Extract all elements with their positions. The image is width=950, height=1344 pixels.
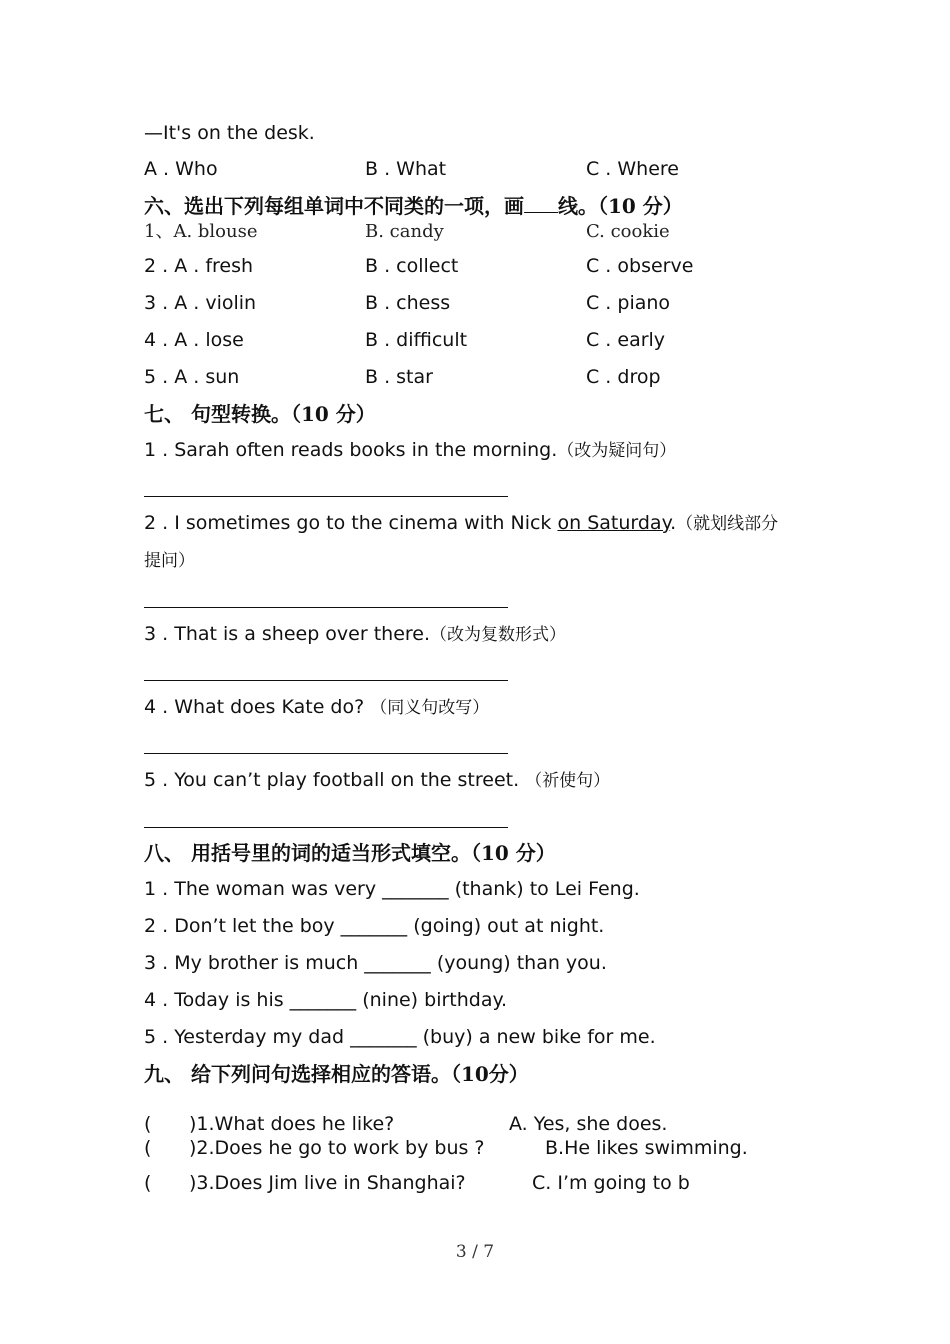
match-question: )1.What does he like? xyxy=(189,1113,395,1135)
fill-blank-item: 4 . Today is his _______ (nine) birthday. xyxy=(144,989,508,1011)
word-option: C . early xyxy=(586,329,666,351)
underline-gap xyxy=(524,194,558,213)
match-blank[interactable]: ( xyxy=(144,1137,152,1159)
word-option: B . star xyxy=(365,366,433,388)
question-tail: . xyxy=(670,512,677,534)
word-option: 1、A. blouse xyxy=(144,221,258,242)
section6-title xyxy=(144,194,683,218)
match-answer: A. Yes, she does. xyxy=(509,1113,668,1135)
section8-title: 八、 用括号里的词的适当形式填空。（10 分） xyxy=(144,841,556,865)
match-question: )3.Does Jim live in Shanghai? xyxy=(189,1172,466,1194)
answer-line-2[interactable] xyxy=(144,607,508,608)
question-note-cont: 提问） xyxy=(144,551,195,571)
word-option: C . observe xyxy=(586,255,694,277)
match-question: )2.Does he go to work by bus ? xyxy=(189,1137,485,1159)
option-c: C . Where xyxy=(586,158,679,180)
match-answer: B.He likes swimming. xyxy=(545,1137,748,1159)
fill-blank-item: 2 . Don’t let the boy _______ (going) out at night. xyxy=(144,915,605,937)
question-note: （同义句改写） xyxy=(370,698,490,718)
answer-line: —It's on the desk. xyxy=(144,122,315,144)
transform-question-1 xyxy=(144,438,676,463)
question-note: （祈使句） xyxy=(525,771,611,791)
fill-blank-item: 1 . The woman was very _______ (thank) to Lei Feng. xyxy=(144,878,640,900)
question-text: 1 . Sarah often reads books in the morning. xyxy=(144,439,558,461)
answer-line-1[interactable] xyxy=(144,496,508,497)
section6-title-a: 六、选出下列每组单词中不同类的一项，画 xyxy=(144,194,524,218)
option-a: A . Who xyxy=(144,158,218,180)
page-number: 3 / 7 xyxy=(455,1242,495,1262)
word-option: 4 . A . lose xyxy=(144,329,244,351)
word-option: 3 . A . violin xyxy=(144,292,257,314)
word-option: C . drop xyxy=(586,366,661,388)
transform-question-3 xyxy=(144,622,566,647)
fill-blank-item: 3 . My brother is much _______ (young) than you. xyxy=(144,952,607,974)
section7-title: 七、 句型转换。（10 分） xyxy=(144,402,376,426)
transform-question-5 xyxy=(144,768,610,793)
transform-question-2 xyxy=(144,511,778,536)
fill-blank-item: 5 . Yesterday my dad _______ (buy) a new bike for me. xyxy=(144,1026,656,1048)
underlined-phrase: on Saturday xyxy=(557,512,671,534)
answer-line-4[interactable] xyxy=(144,753,508,754)
word-option: B . chess xyxy=(365,292,451,314)
word-option: C. cookie xyxy=(586,221,670,242)
word-option: 5 . A . sun xyxy=(144,366,240,388)
question-note: （就划线部分 xyxy=(676,514,779,534)
word-option: 2 . A . fresh xyxy=(144,255,254,277)
option-b: B . What xyxy=(365,158,447,180)
word-option: B . difficult xyxy=(365,329,468,351)
question-text: 5 . You can’t play football on the street. xyxy=(144,769,526,791)
question-note: （改为疑问句） xyxy=(557,441,677,461)
question-text: 4 . What does Kate do? xyxy=(144,696,371,718)
word-option: C . piano xyxy=(586,292,671,314)
question-text: 2 . I sometimes go to the cinema with Nick xyxy=(144,512,558,534)
transform-question-4 xyxy=(144,695,489,720)
answer-line-3[interactable] xyxy=(144,680,508,681)
match-answer: C. I’m going to b xyxy=(532,1172,690,1194)
question-text: 3 . That is a sheep over there. xyxy=(144,623,431,645)
word-option: B . collect xyxy=(365,255,459,277)
section6-title-b: 线。（10 分） xyxy=(558,194,683,218)
answer-line-5[interactable] xyxy=(144,827,508,828)
match-blank[interactable]: ( xyxy=(144,1172,152,1194)
word-option: B. candy xyxy=(365,221,444,242)
section9-title: 九、 给下列问句选择相应的答语。（10分） xyxy=(144,1062,529,1086)
question-note: （改为复数形式） xyxy=(430,625,567,645)
match-blank[interactable]: ( xyxy=(144,1113,152,1135)
